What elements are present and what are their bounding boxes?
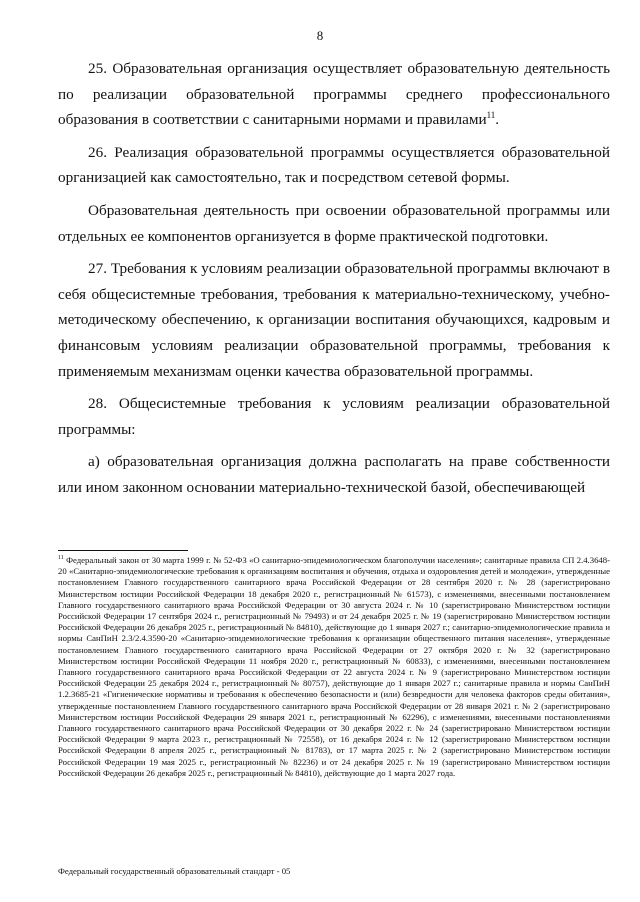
footnote-ref[interactable]: 11 bbox=[486, 110, 496, 121]
paragraph-26-cont: Образовательная деятельность при освоении образовательной программы или отдельных ее компонентов организуется в форме практической подготовки. bbox=[58, 201, 610, 245]
body-text bbox=[58, 56, 610, 508]
paragraph-28-a: а) образовательная организация должна располагать на праве собственности или ином законном основании материально-технической базой, обеспечивающей bbox=[58, 453, 610, 496]
footnote-11 bbox=[58, 555, 610, 779]
paragraph-text: 25. Образовательная организация осуществляет образовательную деятельность по реализации образовательной программы среднего профессионального образования в соответствии с санитарными нормами и правилами bbox=[58, 60, 610, 129]
page-footer: Федеральный государственный образовательный стандарт - 05 bbox=[58, 866, 291, 876]
paragraph-26: 26. Реализация образовательной программы осуществляется образовательной организацией как самостоятельно, так и посредством сетевой формы. bbox=[58, 143, 610, 187]
paragraph-25 bbox=[58, 56, 610, 133]
paragraph-punct: . bbox=[495, 111, 500, 129]
footnote-text: Федеральный закон от 30 марта 1999 г. № 52-ФЗ «О санитарно-эпидемиологическом благополучии населения»; санитарные правила СП 2.4.3648-20 «Санитарно-эпидемиологические требования к организациям воспитания и обучения, отдыха и оздоровления детей и молодежи», утвержденные постановлением Главного государственного санитарного врача Российской Федерации от 28 сентября 2020 г. № 28 (зарегистрировано Министерством юстиции Российской Федерации 18 декабря 2020 г., регистрационный № 61573), с изменениями, внесенными постановлением Главного государственного санитарного врача Российской Федерации от 30 августа 2024 г. № 10 (зарегистрировано Министерством юстиции Российской Федерации 17 сентября 2024 г., регистрационный № 79493) и от 24 декабря 2025 г. № 19 (зарегистрировано Министерством юстиции Российской Федерации 26 декабря 2025 г., регистрационный № 84810), действующие до 1 января 2027 г.; санитарно-эпидемиологические правила и нормы СанПиН 2.3/2.4.3590-20 «Санитарно-эпидемиологические требования к организации общественного питания населения», утвержденные постановлением Главного государственного санитарного врача Российской Федерации от 27 октября 2020 г. № 32 (зарегистрировано Министерством юстиции Российской Федерации 11 ноября 2020 г., регистрационный № 60833), с изменениями, внесенными постановлением Главного государственного санитарного врача Российской Федерации от 22 августа 2024 г. № 9 (зарегистрировано Министерством юстиции Российской Федерации 25 декабря 2024 г., регистрационный № 80757), действующие до 1 января 2027 г.; санитарные правила и нормы СанПиН 1.2.3685-21 «Гигиенические нормативы и требования к обеспечению безопасности и (или) безвредности для человека факторов среды обитания», утвержденные постановлением Главного государственного санитарного врача Российской Федерации от 28 января 2021 г. № 2 (зарегистрировано Министерством юстиции Российской Федерации 29 января 2021 г., регистрационный № 62296), с изменениями, внесенными постановлениями Главного государственного санитарного врача Российской Федерации от 30 декабря 2022 г. № 24 (зарегистрировано Министерством юстиции Российской Федерации 9 марта 2023 г., регистрационный № 72558), от 16 декабря 2024 г. № 12 (зарегистрировано Министерством юстиции Российской Федерации 8 апреля 2025 г., регистрационный № 81783), от 17 марта 2025 г. № 2 (зарегистрировано Министерством юстиции Российской Федерации 19 мая 2025 г., регистрационный № 82236) и от 24 декабря 2025 г. № 19 (зарегистрировано Министерством юстиции Российской Федерации 26 декабря 2025 г., регистрационный № 84810), действующие до 1 марта 2027 года. bbox=[58, 555, 610, 778]
footnote-divider bbox=[58, 550, 188, 551]
footnote-marker: 11 bbox=[58, 555, 64, 562]
paragraph-27: 27. Требования к условиям реализации образовательной программы включают в себя общесистемные требования, требования к материально-техническому, учебно-методическому обеспечению, к организации воспитания обучающихся, кадровым и финансовым условиям реализации образовательной программы, требования к применяемым механизмам оценки качества образовательной программы. bbox=[58, 260, 610, 380]
page-number: 8 bbox=[316, 28, 324, 43]
paragraph-28: 28. Общесистемные требования к условиям реализации образовательной программы: bbox=[58, 395, 610, 438]
